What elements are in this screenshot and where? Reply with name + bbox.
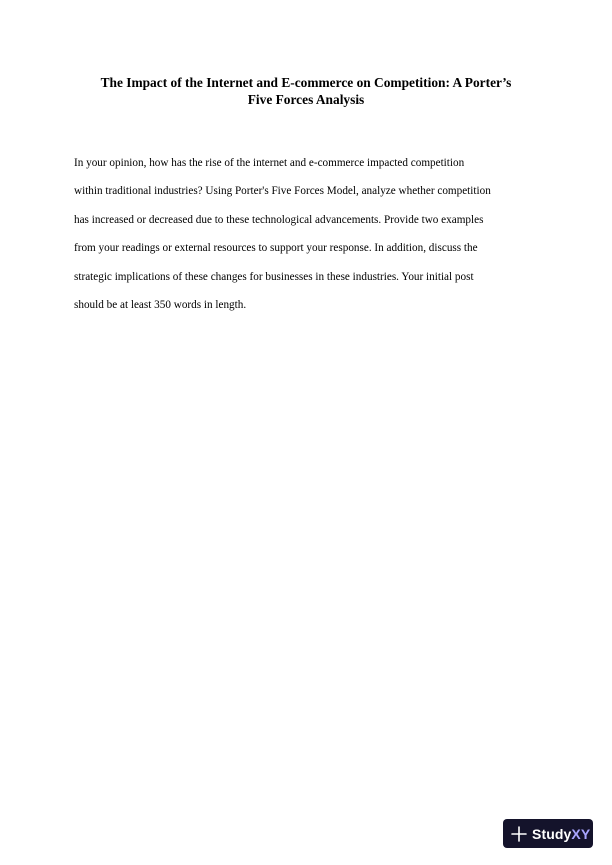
body-line-5: strategic implications of these changes for businesses in these industries. Your initial post — [74, 270, 474, 283]
title-line-1: The Impact of the Internet and E-commerce on Competition: A Porter’s — [100, 75, 512, 90]
plus-sparkle-icon — [511, 826, 527, 842]
studyxy-watermark-badge[interactable] — [503, 819, 593, 848]
body-line-2: within traditional industries? Using Porter's Five Forces Model, analyze whether competition — [74, 185, 491, 198]
logo-text-accent: XY — [571, 825, 591, 842]
body-line-3: has increased or decreased due to these technological advancements. Provide two examples — [74, 213, 484, 226]
document-title — [60, 74, 552, 108]
body-line-4: from your readings or external resources to support your response. In addition, discuss the — [74, 242, 478, 255]
studyxy-logo-text — [532, 826, 590, 842]
logo-text-primary: Study — [532, 825, 572, 842]
document-body — [74, 149, 554, 319]
body-line-6: should be at least 350 words in length. — [74, 299, 247, 312]
body-line-1: In your opinion, how has the rise of the internet and e-commerce impacted competition — [74, 157, 465, 169]
title-line-2: Five Forces Analysis — [247, 92, 365, 107]
